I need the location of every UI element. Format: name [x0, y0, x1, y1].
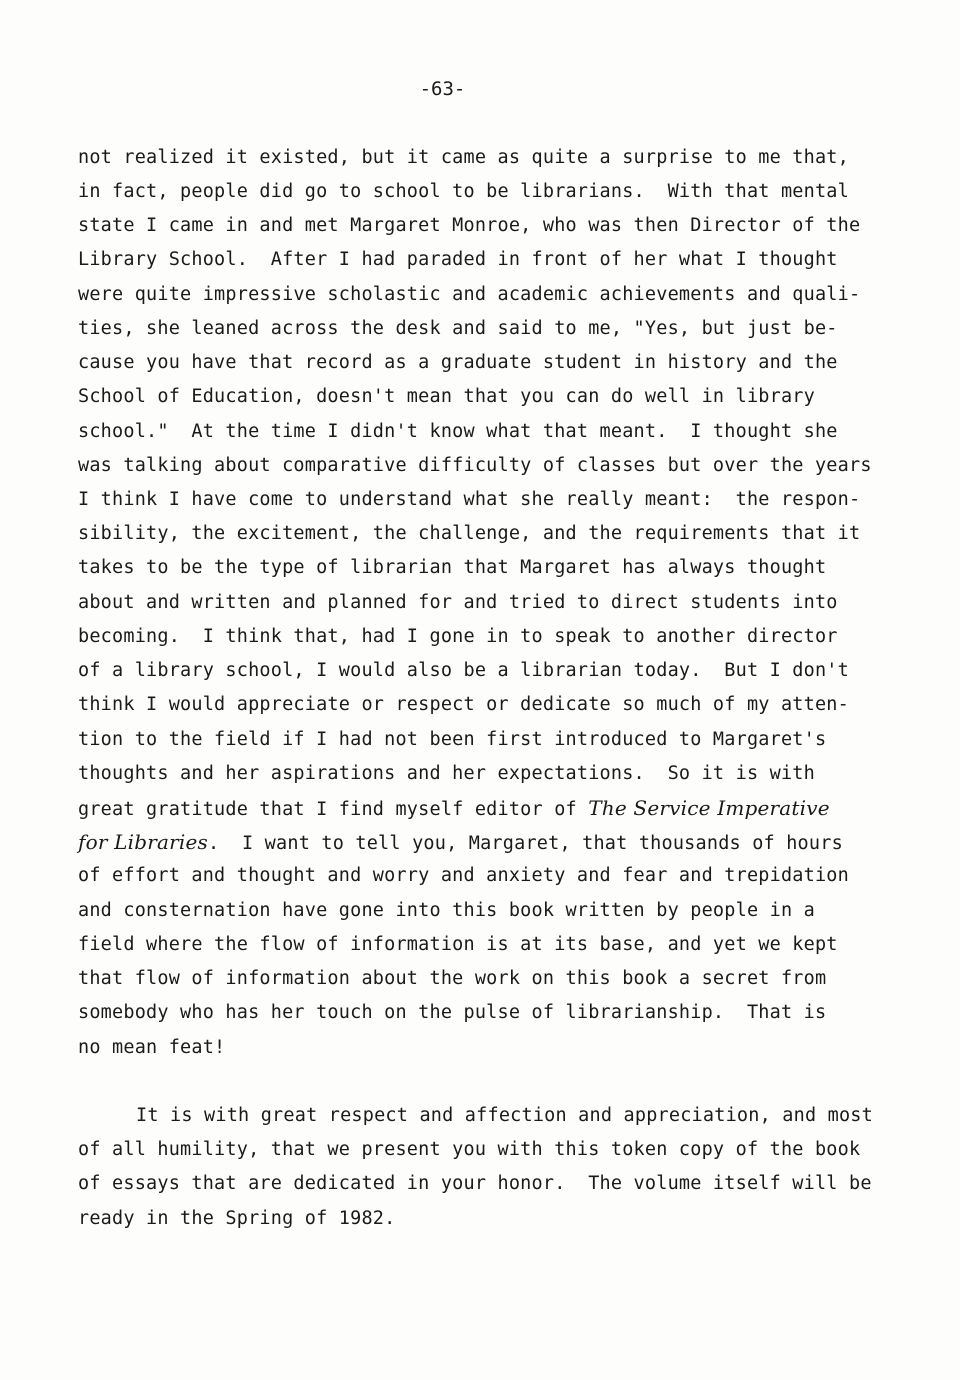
text-line: that flow of information about the work on this book a secret from	[78, 968, 827, 989]
text-line: state I came in and met Margaret Monroe, who was then Director of the	[78, 215, 861, 236]
text-line: I think I have come to understand what she really meant: the respon-	[78, 489, 861, 510]
text-line: about and written and planned for and tried to direct students into	[78, 592, 838, 613]
text-line: were quite impressive scholastic and academic achievements and quali-	[78, 284, 861, 305]
text-line: somebody who has her touch on the pulse of librarianship. That is	[78, 1002, 827, 1023]
text-line: school." At the time I didn't know what that meant. I thought she	[78, 421, 838, 442]
text-line: in fact, people did go to school to be librarians. With that mental	[78, 181, 849, 202]
text-line: School of Education, doesn't mean that you can do well in library	[78, 386, 815, 407]
text-line: sibility, the excitement, the challenge, and the requirements that it	[78, 523, 861, 544]
text-line: no mean feat!	[78, 1037, 226, 1058]
text-line: think I would appreciate or respect or dedicate so much of my atten-	[78, 694, 849, 715]
text-line: takes to be the type of librarian that Margaret has always thought	[78, 557, 827, 578]
text-line: not realized it existed, but it came as quite a surprise to me that,	[78, 147, 849, 168]
book-title: for Libraries	[78, 830, 208, 854]
text-segment: . I want to tell you, Margaret, that thousands of hours	[207, 833, 843, 854]
text-line: of essays that are dedicated in your honor. The volume itself will be	[78, 1173, 872, 1194]
text-line: was talking about comparative difficulty of classes but over the years	[78, 455, 872, 476]
text-line: Library School. After I had paraded in front of her what I thought	[78, 249, 838, 270]
text-line	[78, 831, 843, 855]
text-line: thoughts and her aspirations and her expectations. So it is with	[78, 763, 815, 784]
text-line: ready in the Spring of 1982.	[78, 1208, 396, 1229]
text-segment: great gratitude that I find myself editor of	[78, 799, 589, 820]
text-line	[78, 797, 830, 821]
text-line: ties, she leaned across the desk and said to me, "Yes, but just be-	[78, 318, 838, 339]
page-number: -63-	[419, 78, 466, 100]
text-line: and consternation have gone into this book written by people in a	[78, 900, 815, 921]
text-line: of a library school, I would also be a librarian today. But I don't	[78, 660, 849, 681]
text-line: It is with great respect and affection and appreciation, and most	[136, 1105, 873, 1126]
text-line: of all humility, that we present you with this token copy of the book	[78, 1139, 861, 1160]
text-line: cause you have that record as a graduate student in history and the	[78, 352, 838, 373]
text-line: tion to the field if I had not been first introduced to Margaret's	[78, 729, 827, 750]
text-line: field where the flow of information is at its base, and yet we kept	[78, 934, 838, 955]
text-line: becoming. I think that, had I gone in to speak to another director	[78, 626, 838, 647]
text-line: of effort and thought and worry and anxiety and fear and trepidation	[78, 865, 849, 886]
book-title: The Service Imperative	[588, 796, 830, 820]
